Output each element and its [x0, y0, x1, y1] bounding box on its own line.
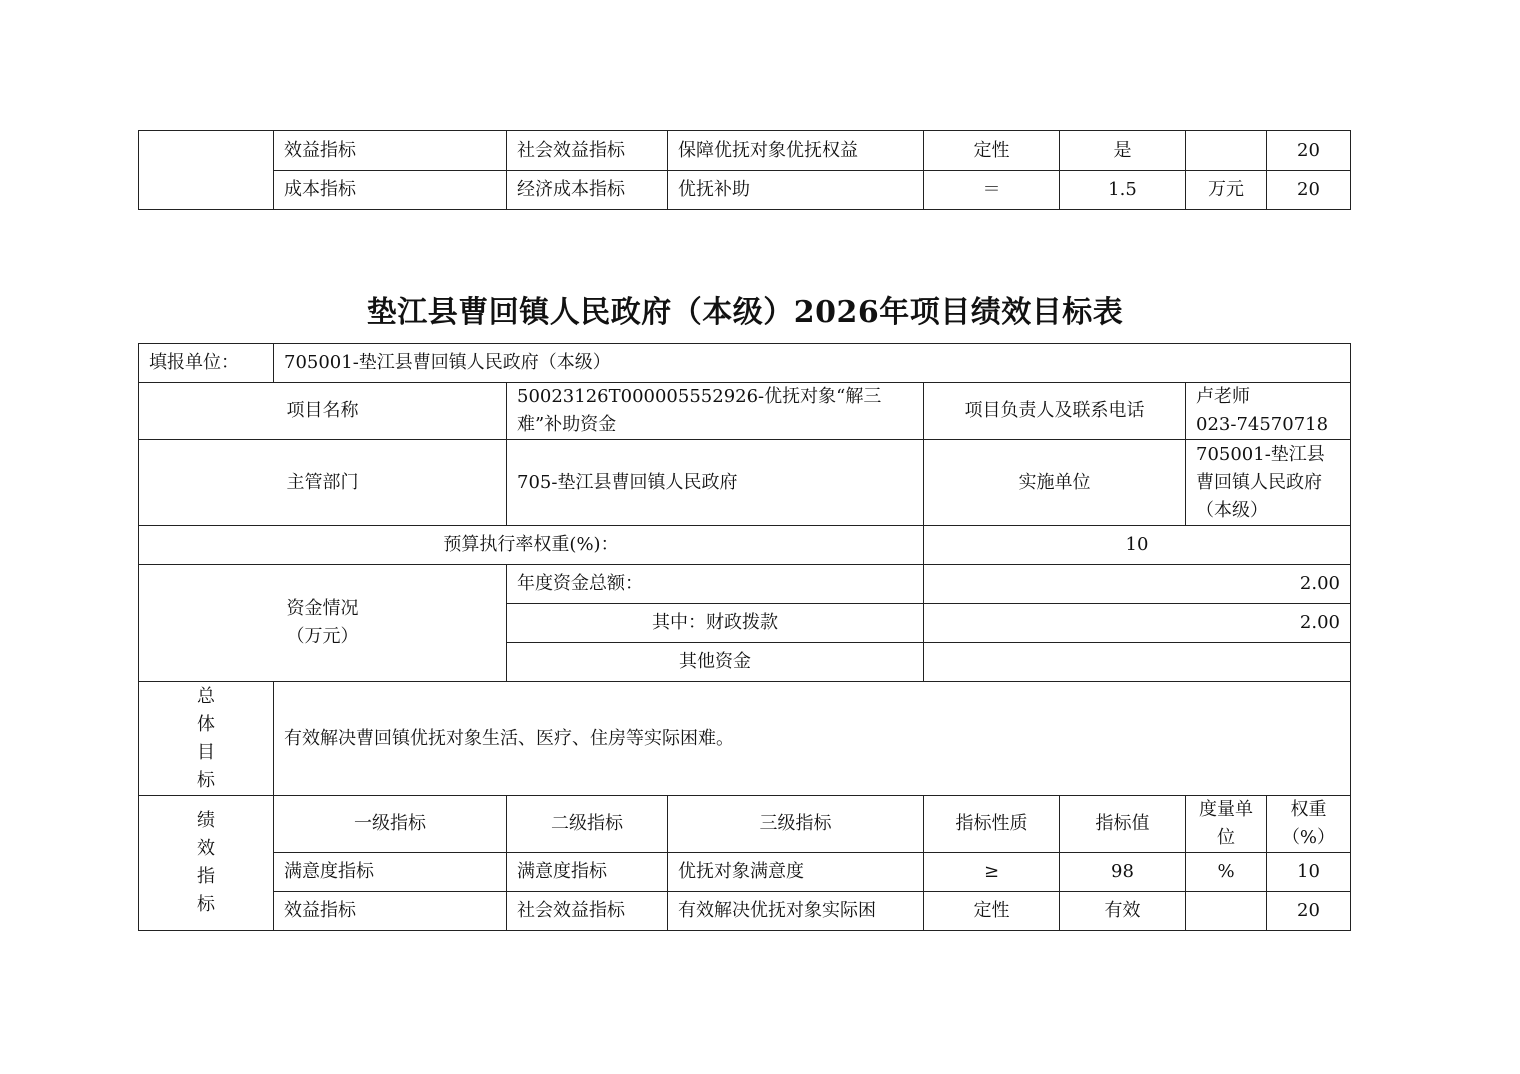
project-name-value: 50023126T000005552926-优抚对象“解三难”补助资金 — [507, 383, 924, 440]
perf-char: 效 — [197, 838, 215, 859]
other-value — [924, 643, 1351, 682]
goal-char: 总 — [197, 685, 215, 707]
table-row — [139, 853, 1351, 892]
nature-cell: 定性 — [924, 892, 1060, 931]
fiscal-label: 其中：财政拨款 — [507, 604, 924, 643]
level1-cell: 效益指标 — [274, 131, 507, 171]
weight-cell: 20 — [1267, 131, 1351, 171]
funds-unit: （万元） — [286, 626, 359, 647]
budget-rate-value: 10 — [924, 526, 1351, 565]
nature-cell: ≥ — [924, 853, 1060, 892]
funds-label — [139, 565, 507, 682]
contact-label: 项目负责人及联系电话 — [924, 383, 1186, 440]
funds-title: 资金情况 — [286, 598, 359, 619]
weight-cell: 10 — [1267, 853, 1351, 892]
goal-label — [139, 682, 274, 796]
header-weight: 权重（%） — [1267, 796, 1351, 853]
table-row — [139, 344, 1351, 383]
level1-cell: 效益指标 — [274, 892, 507, 931]
budget-rate-label: 预算执行率权重(%)： — [139, 526, 924, 565]
perf-char: 绩 — [197, 810, 215, 831]
header-level3: 三级指标 — [668, 796, 924, 853]
table-row — [139, 440, 1351, 526]
weight-cell: 20 — [1267, 171, 1351, 210]
dept-label: 主管部门 — [139, 440, 507, 526]
header-nature: 指标性质 — [924, 796, 1060, 853]
unit-value: 705001-垫江县曹回镇人民政府（本级） — [274, 344, 1351, 383]
level2-cell: 满意度指标 — [507, 853, 668, 892]
level3-cell: 有效解决优抚对象实际困 — [668, 892, 924, 931]
annual-total-value: 2.00 — [924, 565, 1351, 604]
other-label: 其他资金 — [507, 643, 924, 682]
table-row — [139, 131, 1351, 171]
goal-char: 目 — [197, 741, 215, 763]
level2-cell: 社会效益指标 — [507, 892, 668, 931]
goal-char: 体 — [197, 713, 215, 735]
table-row — [139, 171, 1351, 210]
unit-cell — [1186, 892, 1267, 931]
value-cell: 1.5 — [1060, 171, 1186, 210]
annual-total-label: 年度资金总额： — [507, 565, 924, 604]
level3-cell: 优抚补助 — [668, 171, 924, 210]
level2-cell: 经济成本指标 — [507, 171, 668, 210]
contact-name: 卢老师 — [1196, 386, 1250, 407]
value-cell: 是 — [1060, 131, 1186, 171]
contact-value — [1186, 383, 1351, 440]
nature-cell: ＝ — [924, 171, 1060, 210]
weight-cell: 20 — [1267, 892, 1351, 931]
level3-cell: 保障优抚对象优抚权益 — [668, 131, 924, 171]
previous-indicator-table — [138, 130, 1351, 210]
table-row — [139, 796, 1351, 853]
goal-char: 标 — [197, 769, 215, 791]
dept-value: 705-垫江县曹回镇人民政府 — [507, 440, 924, 526]
value-cell: 有效 — [1060, 892, 1186, 931]
contact-phone: 023-74570718 — [1196, 414, 1329, 435]
unit-cell: 万元 — [1186, 171, 1267, 210]
table-row — [139, 565, 1351, 604]
value-cell: 98 — [1060, 853, 1186, 892]
impl-label: 实施单位 — [924, 440, 1186, 526]
page-title: 垫江县曹回镇人民政府（本级）2026年项目绩效目标表 — [366, 295, 1124, 330]
level2-cell: 社会效益指标 — [507, 131, 668, 171]
goal-text: 有效解决曹回镇优抚对象生活、医疗、住房等实际困难。 — [274, 682, 1351, 796]
level3-cell: 优抚对象满意度 — [668, 853, 924, 892]
table-row — [139, 383, 1351, 440]
nature-cell: 定性 — [924, 131, 1060, 171]
header-value: 指标值 — [1060, 796, 1186, 853]
level1-cell: 满意度指标 — [274, 853, 507, 892]
unit-cell — [1186, 131, 1267, 171]
fiscal-value: 2.00 — [924, 604, 1351, 643]
perf-char: 标 — [197, 894, 215, 915]
table-row — [139, 682, 1351, 796]
perf-char: 指 — [197, 866, 215, 887]
perf-label — [139, 796, 274, 931]
header-unit: 度量单位 — [1186, 796, 1267, 853]
unit-cell: % — [1186, 853, 1267, 892]
project-name-label: 项目名称 — [139, 383, 507, 440]
header-level2: 二级指标 — [507, 796, 668, 853]
level1-cell: 成本指标 — [274, 171, 507, 210]
header-level1: 一级指标 — [274, 796, 507, 853]
empty-cell — [139, 131, 274, 210]
performance-target-table — [138, 343, 1351, 931]
unit-label: 填报单位： — [139, 344, 274, 383]
impl-value: 705001-垫江县曹回镇人民政府（本级） — [1186, 440, 1351, 526]
table-row — [139, 526, 1351, 565]
table-row — [139, 892, 1351, 931]
